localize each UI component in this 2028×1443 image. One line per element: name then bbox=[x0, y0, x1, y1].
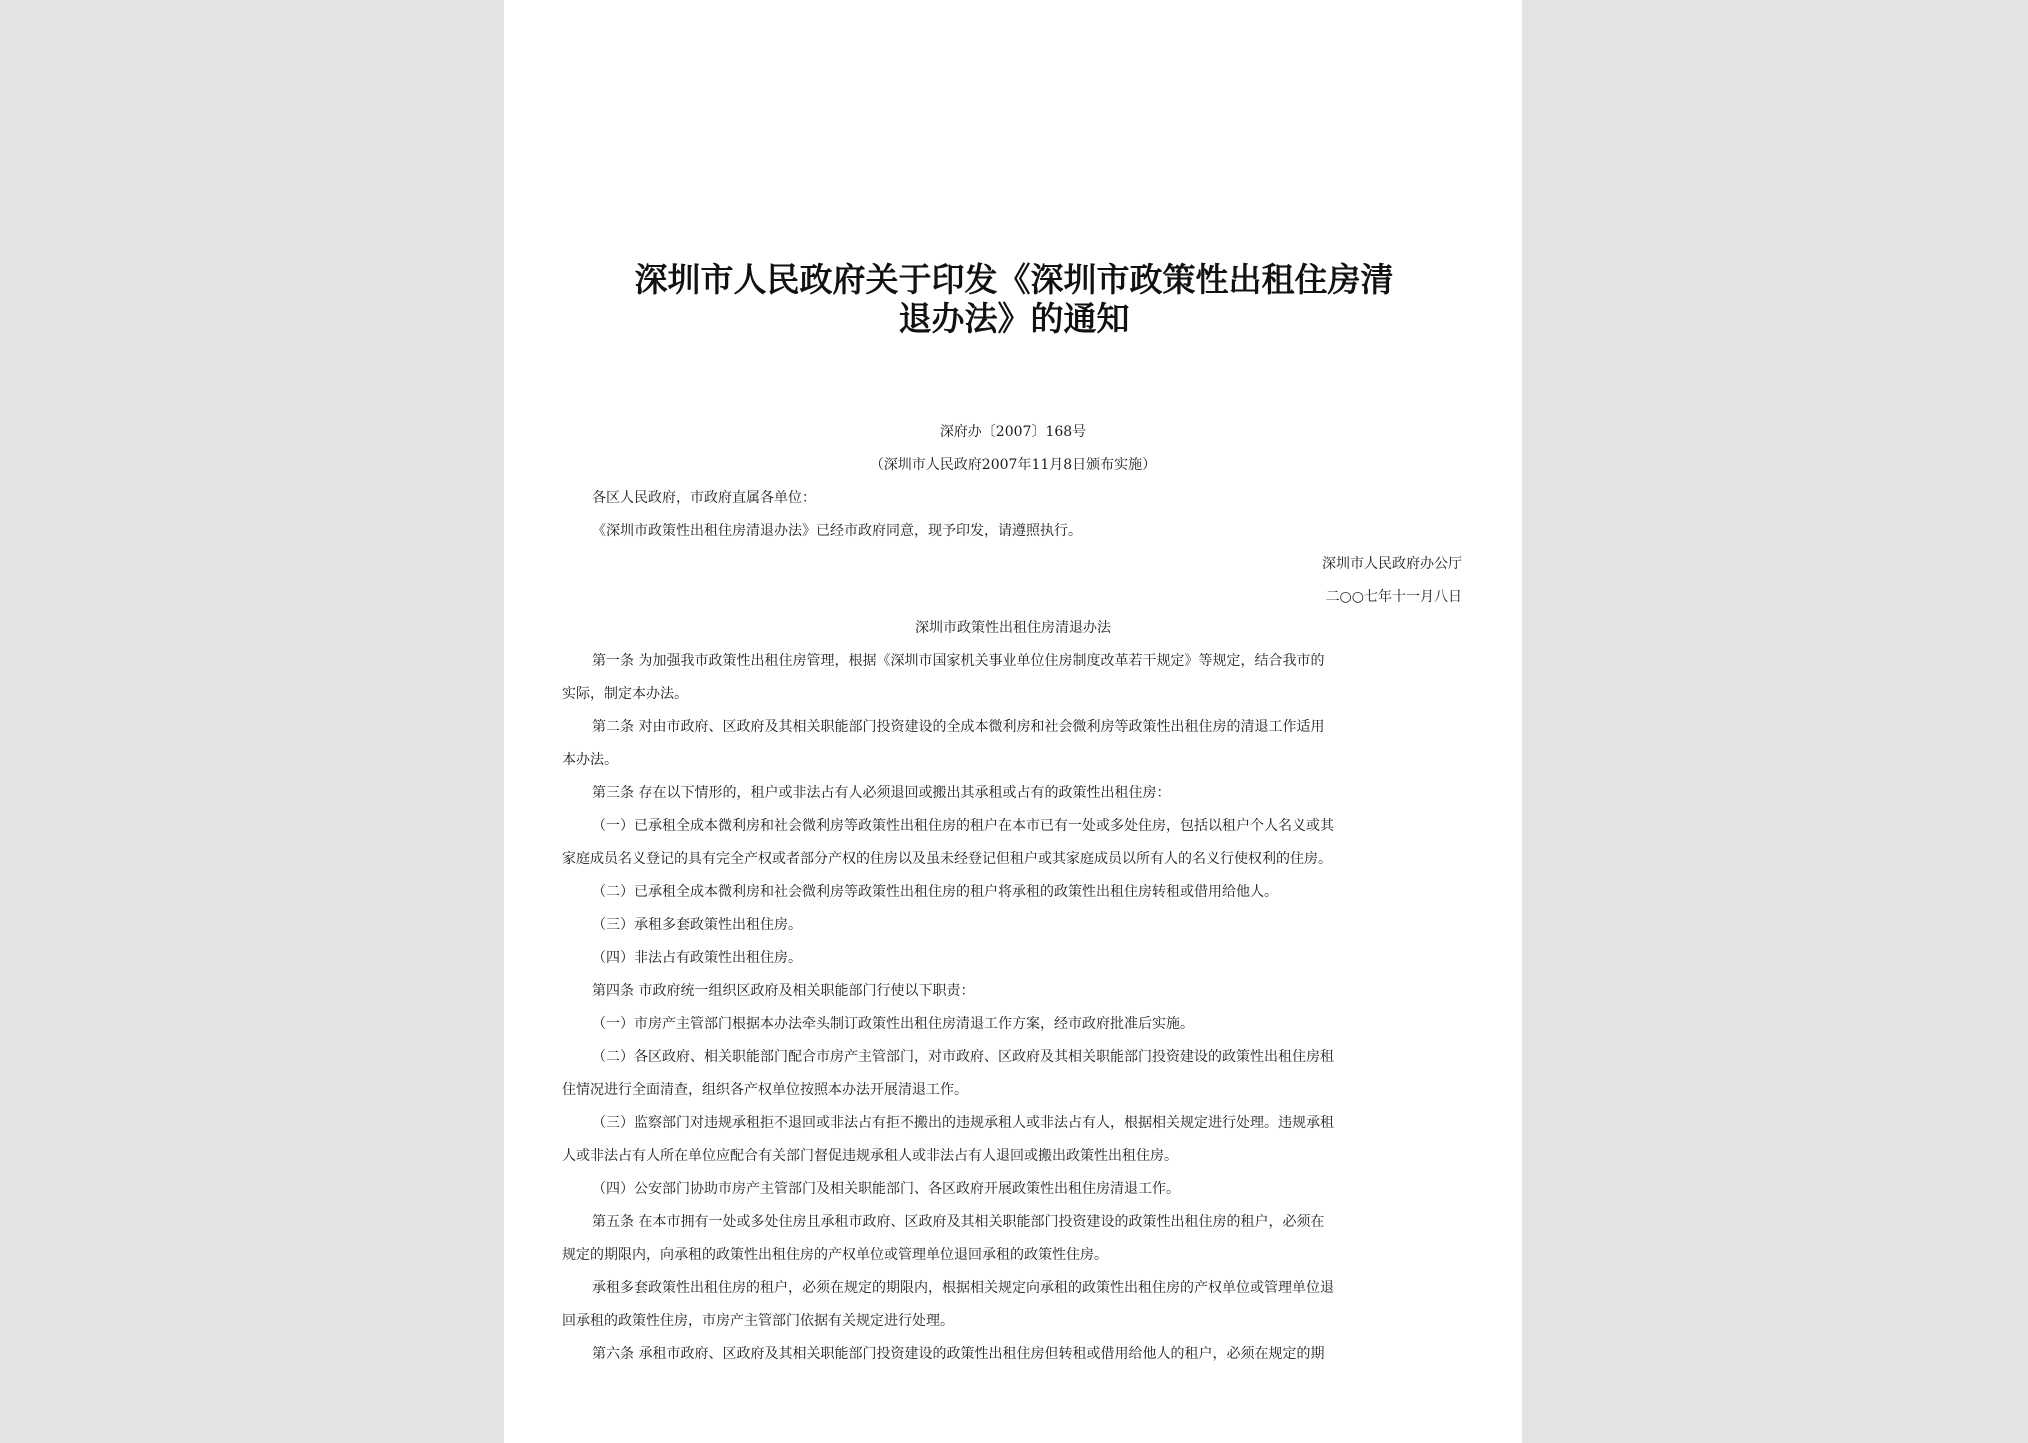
body-line-11: 第四条 市政府统一组织区政府及相关职能部门行使以下职责： bbox=[592, 983, 975, 999]
body-line-16: 人或非法占有人所在单位应配合有关部门督促违规承租人或非法占有人退回或搬出政策性出租住房。 bbox=[562, 1148, 1178, 1164]
body-line-6: （一）已承租全成本微利房和社会微利房等政策性出租住房的租户在本市已有一处或多处住房，包括以租户个人名义或其 bbox=[592, 818, 1334, 834]
body-line-14: 住情况进行全面清查，组织各产权单位按照本办法开展清退工作。 bbox=[562, 1082, 968, 1098]
body-line-18: 第五条 在本市拥有一处或多处住房且承租市政府、区政府及其相关职能部门投资建设的政策性出租住房的租户，必须在 bbox=[592, 1214, 1325, 1230]
body-line-2: 实际，制定本办法。 bbox=[562, 686, 688, 702]
document-number: 深府办〔2007〕168号 bbox=[939, 424, 1087, 440]
body-line-21: 回承租的政策性住房，市房产主管部门依据有关规定进行处理。 bbox=[562, 1313, 954, 1329]
addressee: 各区人民政府，市政府直属各单位： bbox=[592, 490, 816, 506]
document-page bbox=[504, 0, 1522, 1443]
body-line-5: 第三条 存在以下情形的，租户或非法占有人必须退回或搬出其承租或占有的政策性出租住房： bbox=[592, 785, 1171, 801]
body-line-12: （一）市房产主管部门根据本办法牵头制订政策性出租住房清退工作方案，经市政府批准后实施。 bbox=[592, 1016, 1194, 1032]
title-line-2: 退办法》的通知 bbox=[898, 299, 1130, 338]
body-line-9: （三）承租多套政策性出租住房。 bbox=[592, 917, 802, 933]
issuer: 深圳市人民政府办公厅 bbox=[1322, 556, 1462, 572]
body-line-13: （二）各区政府、相关职能部门配合市房产主管部门，对市政府、区政府及其相关职能部门投资建设的政策性出租住房租 bbox=[592, 1049, 1334, 1065]
promulgation-note: （深圳市人民政府2007年11月8日颁布实施） bbox=[869, 457, 1157, 473]
body-line-20: 承租多套政策性出租住房的租户，必须在规定的期限内，根据相关规定向承租的政策性出租住房的产权单位或管理单位退 bbox=[592, 1280, 1334, 1296]
title-line-1: 深圳市人民政府关于印发《深圳市政策性出租住房清 bbox=[634, 260, 1394, 299]
document-title bbox=[594, 260, 1434, 338]
measures-title: 深圳市政策性出租住房清退办法 bbox=[915, 620, 1111, 636]
issue-date: 二○○七年十一月八日 bbox=[1325, 589, 1462, 605]
body-line-15: （三）监察部门对违规承租拒不退回或非法占有拒不搬出的违规承租人或非法占有人，根据相关规定进行处理。违规承租 bbox=[592, 1115, 1334, 1131]
body-line-1: 第一条 为加强我市政策性出租住房管理，根据《深圳市国家机关事业单位住房制度改革若干规定》等规定，结合我市的 bbox=[592, 653, 1325, 669]
intro-paragraph: 《深圳市政策性出租住房清退办法》已经市政府同意，现予印发，请遵照执行。 bbox=[592, 523, 1082, 539]
body-line-8: （二）已承租全成本微利房和社会微利房等政策性出租住房的租户将承租的政策性出租住房转租或借用给他人。 bbox=[592, 884, 1278, 900]
body-line-3: 第二条 对由市政府、区政府及其相关职能部门投资建设的全成本微利房和社会微利房等政策性出租住房的清退工作适用 bbox=[592, 719, 1325, 735]
body-line-19: 规定的期限内，向承租的政策性出租住房的产权单位或管理单位退回承租的政策性住房。 bbox=[562, 1247, 1108, 1263]
body-line-10: （四）非法占有政策性出租住房。 bbox=[592, 950, 802, 966]
body-line-22: 第六条 承租市政府、区政府及其相关职能部门投资建设的政策性出租住房但转租或借用给他人的租户，必须在规定的期 bbox=[592, 1346, 1325, 1362]
body-line-7: 家庭成员名义登记的具有完全产权或者部分产权的住房以及虽未经登记但租户或其家庭成员以所有人的名义行使权利的住房。 bbox=[562, 851, 1332, 867]
body-line-17: （四）公安部门协助市房产主管部门及相关职能部门、各区政府开展政策性出租住房清退工作。 bbox=[592, 1181, 1180, 1197]
body-line-4: 本办法。 bbox=[562, 752, 618, 768]
